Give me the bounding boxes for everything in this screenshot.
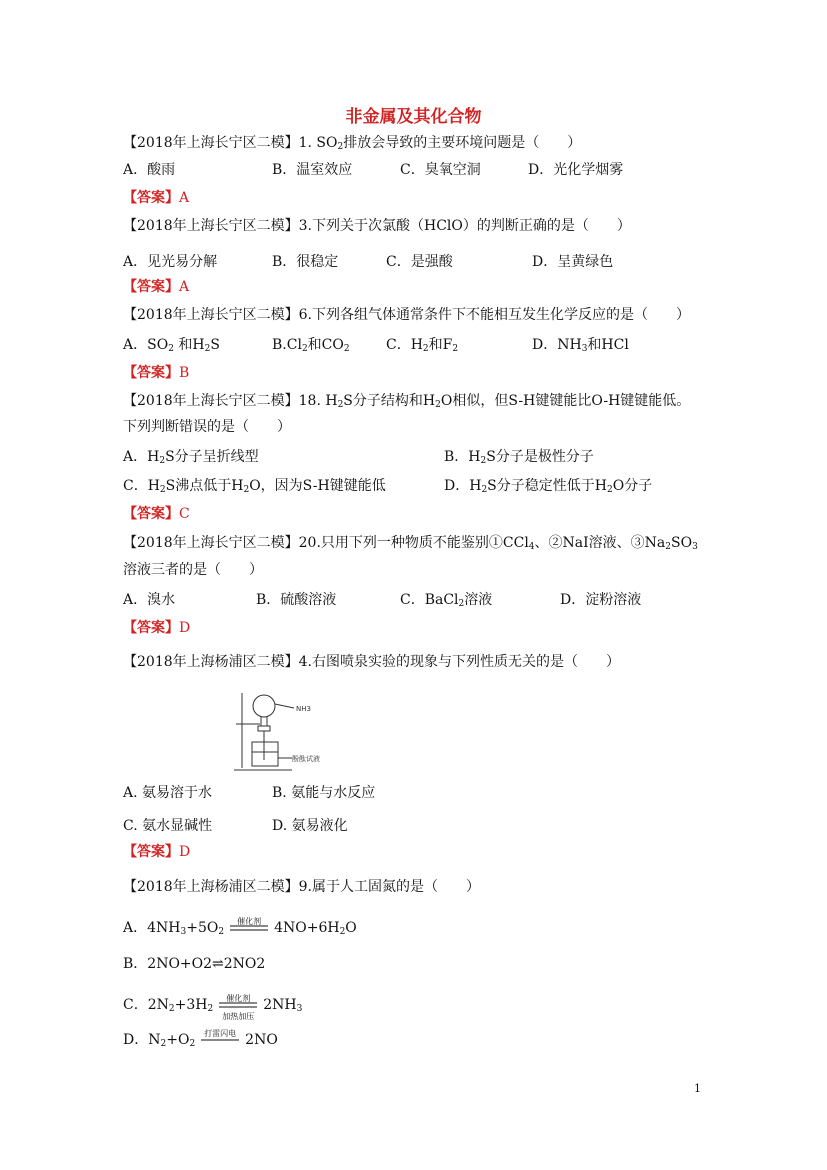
q20-answer: 【答案】D bbox=[123, 620, 191, 636]
q1-option-c: C．臭氧空洞 bbox=[400, 162, 481, 178]
question-4-stem: 【2018年上海杨浦区二模】4.右图喷泉实验的现象与下列性质无关的是（ ） bbox=[123, 654, 620, 670]
q6-option-b: $B.Cl_2$和$CO_2$ bbox=[272, 337, 350, 354]
page-title: 非金属及其化合物 bbox=[345, 107, 482, 127]
q6-option-c: C．$H_2$和$F_2$ bbox=[386, 337, 459, 354]
q4-option-a: A. 氨易溶于水 bbox=[123, 785, 213, 801]
q4-option-c: C. 氨水显碱性 bbox=[123, 818, 213, 834]
q6-answer: 【答案】B bbox=[123, 365, 190, 381]
question-3-stem: 【2018年上海长宁区二模】3.下列关于次氯酸（HClO）的判断正确的是（ ） bbox=[123, 218, 631, 234]
q18-option-b: B．$H_2S$分子是极性分子 bbox=[444, 449, 594, 466]
q4-option-b: B. 氨能与水反应 bbox=[272, 785, 376, 801]
q18-option-d: D．$H_2S$分子稳定性低于$H_2O$分子 bbox=[444, 478, 653, 495]
q18-answer: 【答案】C bbox=[123, 506, 190, 522]
figure-gas-label: NH3 bbox=[296, 705, 311, 713]
q9-option-b: B．2NO+O2⇌2NO2 bbox=[123, 956, 266, 972]
q20-option-c: C．BaCl$_2$溶液 bbox=[400, 592, 493, 609]
q9-option-c: C．$2N_2+3H_2$ 催化剂 加热加压 $2NH_3$ bbox=[123, 994, 303, 1021]
fountain-apparatus-icon bbox=[230, 690, 350, 774]
q3-option-d: D．呈黄绿色 bbox=[532, 254, 614, 270]
q1-answer: 【答案】A bbox=[123, 190, 190, 206]
question-6-stem: 【2018年上海长宁区二模】6.下列各组气体通常条件下不能相互发生化学反应的是（ ） bbox=[123, 307, 690, 323]
q3-option-b: B．很稳定 bbox=[272, 254, 339, 270]
q20-option-a: A．溴水 bbox=[123, 592, 176, 608]
question-20-stem: 【2018年上海长宁区二模】20.只用下列一种物质不能鉴别①CCl$_4$、②NaI溶液、$③Na_2SO_3$ bbox=[123, 535, 698, 552]
reversible-arrow-icon: 催化剂 加热加压 bbox=[222, 994, 255, 1021]
q4-answer: 【答案】D bbox=[123, 844, 191, 860]
question-20-stem-line2: 溶液三者的是（ ） bbox=[123, 562, 263, 578]
q20-option-b: B．硫酸溶液 bbox=[256, 592, 337, 608]
q6-option-d: D．$NH_3$和HCl bbox=[532, 337, 629, 354]
question-18-stem-line2: 下列判断错误的是（ ） bbox=[123, 419, 291, 435]
q9-option-d: D．$N_2+O_2$ 打雷闪电 2NO bbox=[123, 1029, 278, 1049]
q1-option-a: A．酸雨 bbox=[123, 162, 176, 178]
page-number: 1 bbox=[694, 1082, 701, 1095]
reaction-arrow-icon: 打雷闪电 bbox=[204, 1029, 237, 1038]
question-18-stem: 【2018年上海长宁区二模】18. $H_2S$分子结构和$H_2O$相似，但S-H键键能比O-H键键能低。 bbox=[123, 393, 691, 410]
q4-option-d: D. 氨易液化 bbox=[272, 818, 348, 834]
q3-answer: 【答案】A bbox=[123, 279, 190, 295]
question-9-stem: 【2018年上海杨浦区二模】9.属于人工固氮的是（ ） bbox=[123, 879, 480, 895]
figure-liquid-label: 酚酞试液 bbox=[292, 755, 320, 763]
q3-option-c: C．是强酸 bbox=[386, 254, 453, 270]
q1-option-d: D．光化学烟雾 bbox=[528, 162, 624, 178]
q1-option-b: B．温室效应 bbox=[272, 162, 353, 178]
question-1-stem: 【2018年上海长宁区二模】1. $SO_2$排放会导致的主要环境问题是（ ） bbox=[123, 135, 582, 152]
fountain-experiment-figure bbox=[230, 690, 350, 774]
q6-option-a: A．$SO_2$ 和$H_2S$ bbox=[123, 337, 220, 354]
q18-option-c: C．$H_2S$沸点低于$H_2O$，因为S-H键键能低 bbox=[123, 478, 386, 495]
q9-option-a: A．$4NH_3+5O_2$ 催化剂 $4NO+6H_2O$ bbox=[123, 917, 357, 937]
q20-option-d: D．淀粉溶液 bbox=[560, 592, 642, 608]
q18-option-a: A．$H_2S$分子呈折线型 bbox=[123, 449, 259, 466]
q3-option-a: A．见光易分解 bbox=[123, 254, 218, 270]
reversible-arrow-icon: 催化剂 bbox=[237, 917, 262, 926]
